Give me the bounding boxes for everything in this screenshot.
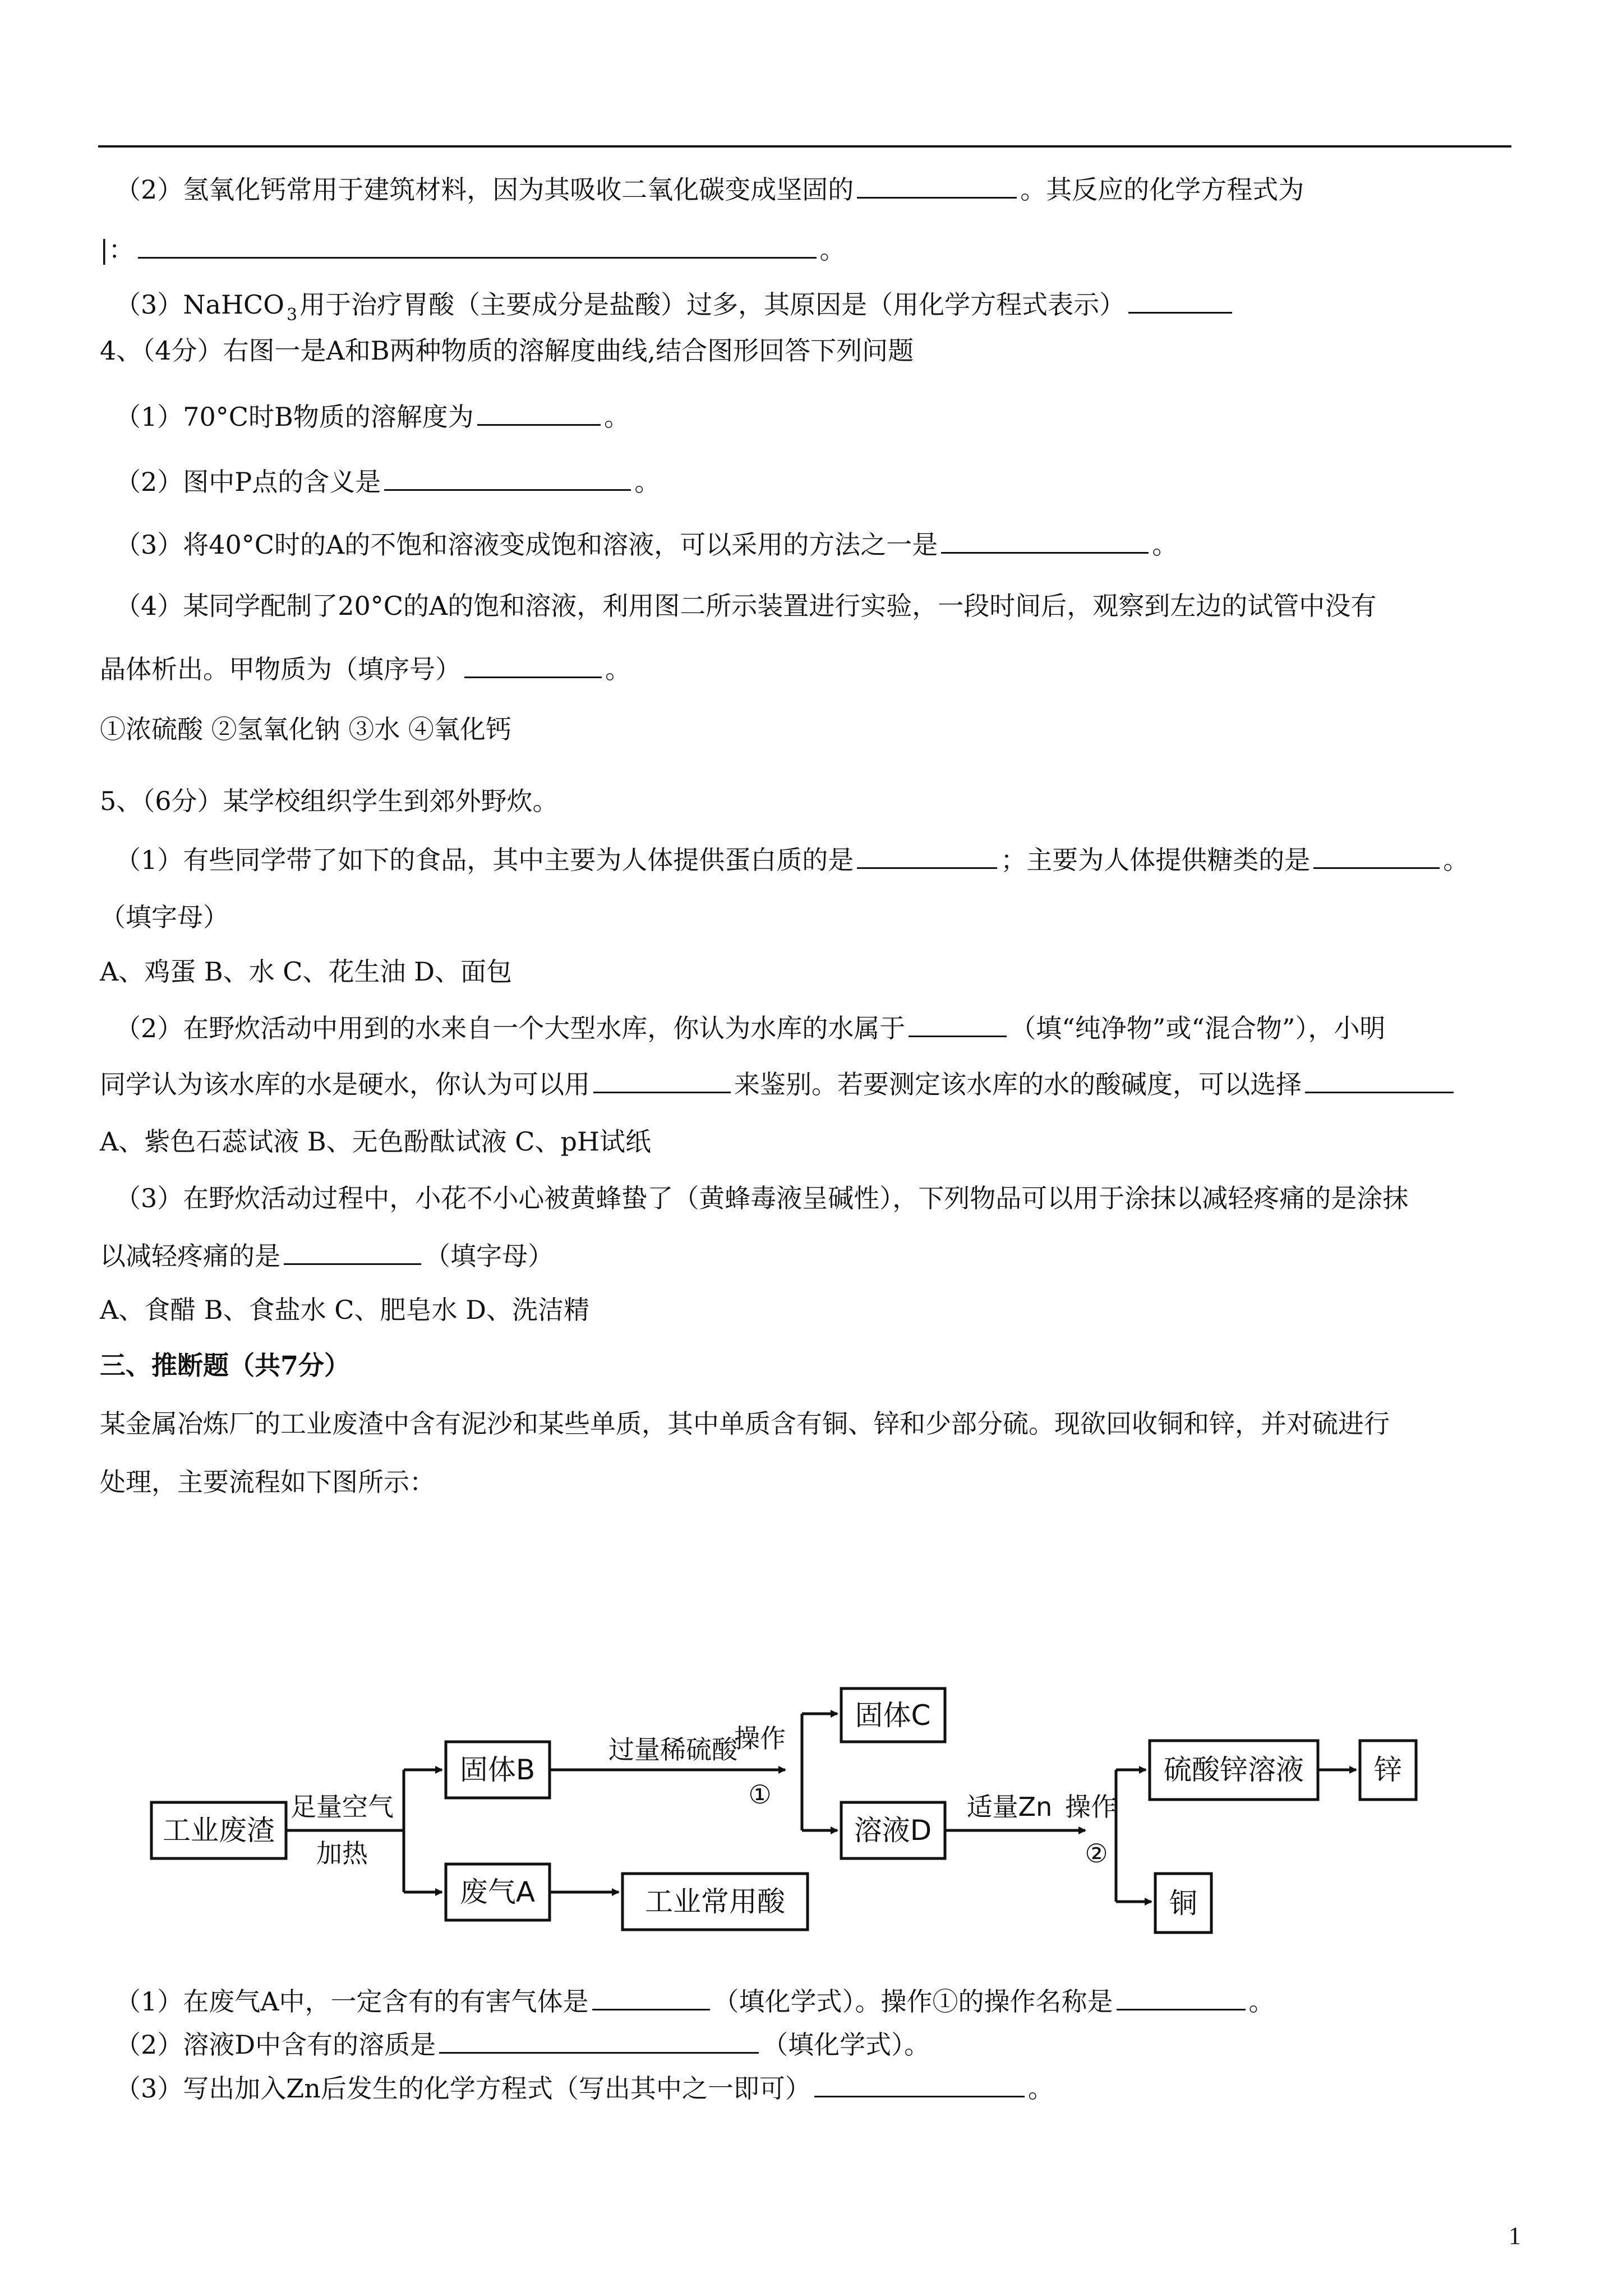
section3-intro-line2: 处理，主要流程如下图所示： — [100, 1467, 435, 1497]
zn-label: 适量Zn — [966, 1792, 1053, 1822]
box-acid-use-label: 工业常用酸 — [645, 1885, 785, 1918]
q6-part1-text2: （填化学式）。操作①的操作名称是 — [713, 1986, 1113, 2017]
q3-part3-text-end: 用于治疗胃酸（主要成分是盐酸）过多，其原因是（用化学方程式表示） — [299, 289, 1126, 320]
box-solid-c-label: 固体C — [855, 1699, 931, 1732]
q5-part3-line1: （3）在野炊活动过程中，小花不小心被黄蜂蛰了（黄蜂毒液呈碱性），下列物品可以用于涂抹以减轻疼痛的是涂抹 — [115, 1183, 1409, 1213]
q4-title: 4、（4分）右图一是A和B两种物质的溶解度曲线,结合图形回答下列问题 — [100, 335, 914, 366]
box-gas-a-label: 废气A — [459, 1876, 536, 1908]
answer-blank — [857, 841, 997, 869]
answer-blank — [941, 526, 1149, 554]
q3-part3-line — [115, 286, 1235, 325]
q5-part1-text: （1）有些同学带了如下的食品，其中主要为人体提供蛋白质的是 — [115, 845, 854, 875]
q5-part3-line2 — [100, 1237, 554, 1273]
answer-blank — [138, 231, 817, 259]
answer-blank — [592, 1983, 710, 2010]
air-label: 足量空气 — [291, 1792, 394, 1822]
answer-blank — [857, 171, 1017, 199]
q4-part1-end: 。 — [603, 402, 630, 432]
q5-part2-text3: 同学认为该水库的水是硬水，你认为可以用 — [100, 1069, 590, 1099]
q4-part1-text: （1）70°C时B物质的溶解度为 — [115, 402, 474, 432]
answer-blank — [284, 1237, 421, 1265]
subscript-3: 3 — [286, 305, 298, 325]
section3-heading: 三、推断题（共7分） — [100, 1350, 351, 1381]
box-znso4-label: 硫酸锌溶液 — [1164, 1754, 1304, 1786]
q5-options3: A、食醋 B、食盐水 C、肥皂水 D、洗洁精 — [100, 1295, 589, 1325]
q6-part2-text: （2）溶液D中含有的溶质是 — [115, 2030, 436, 2060]
q6-part2 — [115, 2026, 930, 2062]
q6-part1-end: 。 — [1248, 1986, 1275, 2017]
q4-part1 — [115, 398, 630, 434]
q5-part2-text2: （填“纯净物”或“混合物”），小明 — [1010, 1013, 1386, 1043]
q4-options: ①浓硫酸 ②氢氧化钠 ③水 ④氧化钙 — [100, 714, 511, 744]
q4-part2 — [115, 463, 660, 499]
q4-part4-text: 晶体析出。甲物质为（填序号） — [100, 654, 461, 684]
q5-part1-end: 。 — [1443, 845, 1469, 875]
q6-part3-end: 。 — [1027, 2073, 1054, 2104]
q4-part3-text: （3）将40°C时的A的不饱和溶液变成饱和溶液，可以采用的方法之一是 — [115, 530, 938, 560]
box-solution-d-label: 溶液D — [854, 1814, 932, 1847]
q4-part4-line1: （4）某同学配制了20°C的A的饱和溶液，利用图二所示装置进行实验，一段时间后，观察到左边的试管中没有 — [115, 591, 1377, 621]
answer-blank — [1313, 841, 1440, 869]
box-cu-label: 铜 — [1169, 1887, 1197, 1920]
q5-part3-text: 以减轻疼痛的是 — [100, 1241, 280, 1271]
q5-part3-end: （填字母） — [425, 1241, 554, 1271]
q3-part2-text-end: 。其反应的化学方程式为 — [1020, 174, 1304, 205]
q3-part2-line1 — [115, 171, 1304, 206]
answer-blank — [477, 398, 601, 426]
box-solid-b-label: 固体B — [459, 1754, 536, 1786]
box-start-label: 工业废渣 — [163, 1814, 275, 1847]
q4-part4-end: 。 — [605, 654, 631, 684]
op1-number: ① — [748, 1779, 772, 1810]
q6-part3-text: （3）写出加入Zn后发生的化学方程式（写出其中之一即可） — [115, 2073, 811, 2104]
q3-part2-suffix: 。 — [819, 234, 846, 265]
answer-blank — [1117, 1983, 1246, 2010]
page-number: 1 — [1509, 2222, 1521, 2249]
q4-part3-end: 。 — [1152, 530, 1178, 560]
q3-part2-text: （2）氢氧化钙常用于建筑材料，因为其吸收二氧化碳变成坚固的 — [115, 174, 854, 205]
q5-part1-text2: ；主要为人体提供糖类的是 — [1000, 845, 1311, 875]
box-zn-label: 锌 — [1374, 1754, 1402, 1786]
q5-part1-note: （填字母） — [100, 902, 229, 932]
answer-blank — [384, 463, 631, 491]
q5-options1: A、鸡蛋 B、水 C、花生油 D、面包 — [100, 956, 512, 987]
q3-part2-line2 — [100, 231, 846, 266]
q4-part2-end: 。 — [634, 467, 661, 497]
q5-title: 5、（6分）某学校组织学生到郊外野炊。 — [100, 786, 559, 816]
answer-blank — [1305, 1066, 1454, 1093]
q5-options2: A、紫色石蕊试液 B、无色酚酞试液 C、pH试纸 — [100, 1126, 652, 1157]
q6-part2-end: （填化学式）。 — [762, 2030, 930, 2060]
answer-blank — [1128, 286, 1232, 314]
heat-label: 加热 — [316, 1838, 368, 1869]
acid-label: 过量稀硫酸 — [608, 1734, 737, 1765]
q5-part2-text4: 来鉴别。若要测定该水库的水的酸碱度，可以选择 — [734, 1069, 1302, 1099]
q6-part3 — [115, 2070, 1054, 2105]
q6-part1 — [115, 1983, 1275, 2018]
q5-part1 — [115, 841, 1469, 877]
q6-part1-text: （1）在废气A中，一定含有的有害气体是 — [115, 1986, 589, 2017]
answer-blank — [464, 651, 602, 678]
answer-blank — [909, 1010, 1007, 1037]
q4-part3 — [115, 526, 1178, 562]
q3-part2-prefix: |： — [100, 234, 135, 265]
section3-intro-line1: 某金属冶炼厂的工业废渣中含有泥沙和某些单质，其中单质含有铜、锌和少部分硫。现欲回收铜和锌，并对硫进行 — [100, 1409, 1390, 1439]
q3-part3-text: （3）NaHCO — [115, 289, 284, 320]
q5-part2-text: （2）在野炊活动中用到的水来自一个大型水库，你认为水库的水属于 — [115, 1013, 906, 1043]
answer-blank — [439, 2026, 759, 2054]
q4-part4-line2 — [100, 651, 631, 686]
op2-label: 操作 — [1065, 1792, 1117, 1822]
op1-label: 操作 — [734, 1723, 786, 1754]
op2-number: ② — [1085, 1838, 1108, 1869]
q5-part2-line2 — [100, 1066, 1457, 1101]
answer-blank — [814, 2070, 1025, 2097]
answer-blank — [593, 1066, 731, 1093]
q5-part2-line1 — [115, 1010, 1385, 1045]
header-rule — [98, 145, 1511, 148]
process-flow-diagram — [135, 1686, 1436, 1949]
q4-part2-text: （2）图中P点的含义是 — [115, 467, 381, 497]
